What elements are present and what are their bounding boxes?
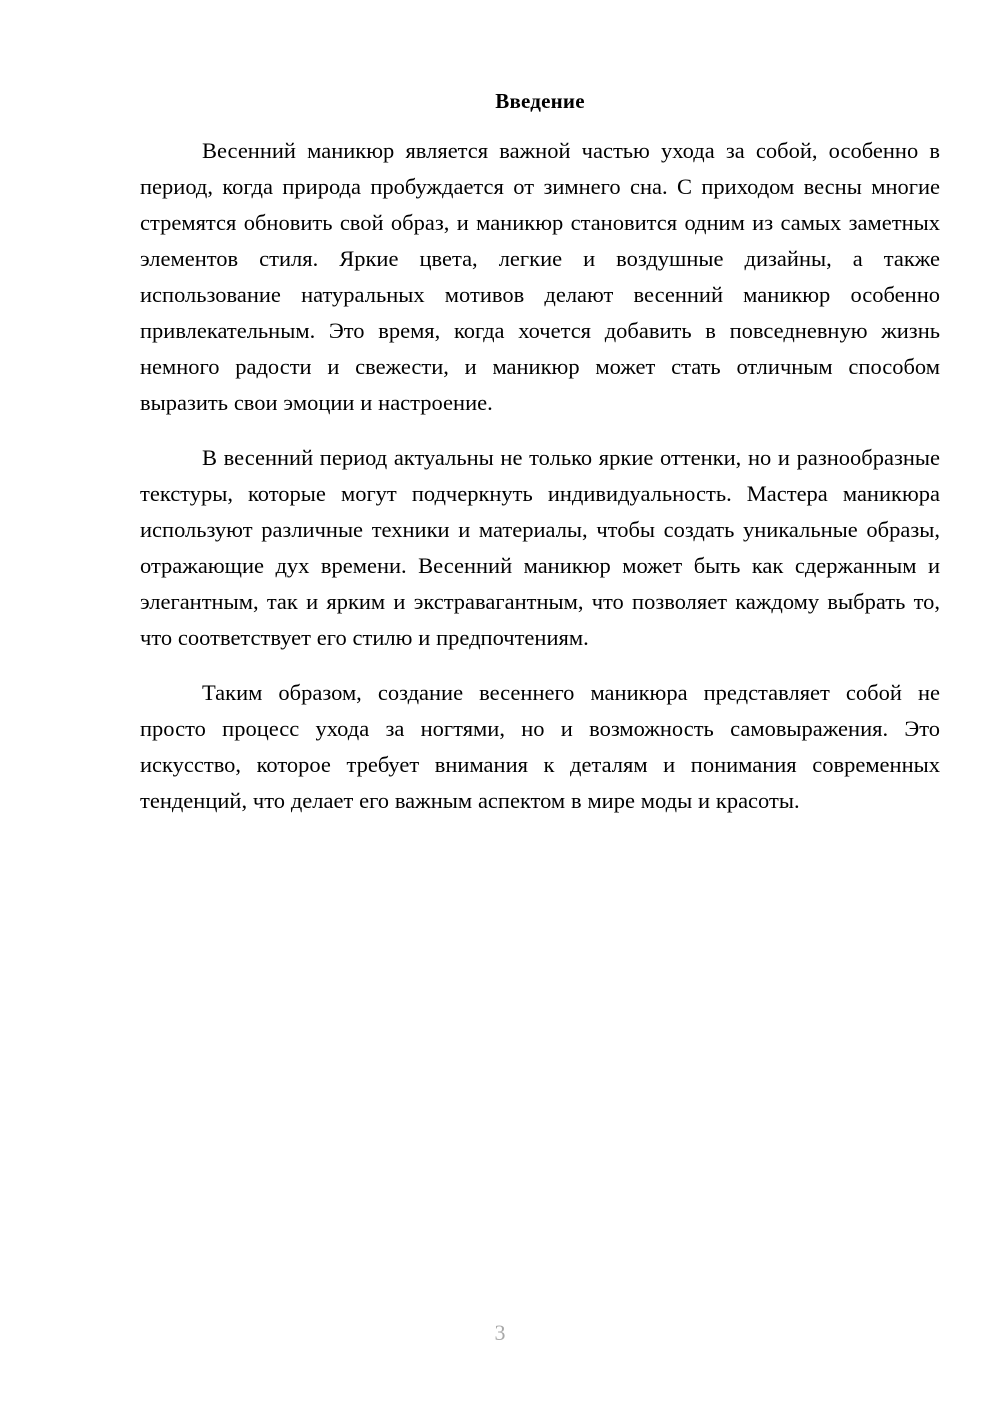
document-body bbox=[140, 88, 940, 819]
body-paragraph-2: В весенний период актуальны не только яркие оттенки, но и разнообразные текстуры, которые могут подчеркнуть индивидуальность. Мастера маникюра используют различные техники и материалы, чтобы создать уникальные образы, отражающие дух времени. Весенний маникюр может быть как сдержанным и элегантным, так и ярким и экстравагантным, что позволяет каждому выбрать то, что соответствует его стилю и предпочтениям. bbox=[140, 445, 940, 651]
body-paragraph-3: Таким образом, создание весеннего маникюра представляет собой не просто процесс ухода за ногтями, но и возможность самовыражения. Это искусство, которое требует внимания к деталям и понимания современных тенденций, что делает его важным аспектом в мире моды и красоты. bbox=[140, 680, 940, 814]
page-number: 3 bbox=[494, 1320, 506, 1345]
page-title: Введение bbox=[495, 89, 585, 113]
body-paragraph-1: Весенний маникюр является важной частью ухода за собой, особенно в период, когда природа пробуждается от зимнего сна. С приходом весны многие стремятся обновить свой образ, и маникюр становится одним из самых заметных элементов стиля. Яркие цвета, легкие и воздушные дизайны, а также использование натуральных мотивов делают весенний маникюр особенно привлекательным. Это время, когда хочется добавить в повседневную жизнь немного радости и свежести, и маникюр может стать отличным способом выразить свои эмоции и настроение. bbox=[140, 138, 940, 416]
